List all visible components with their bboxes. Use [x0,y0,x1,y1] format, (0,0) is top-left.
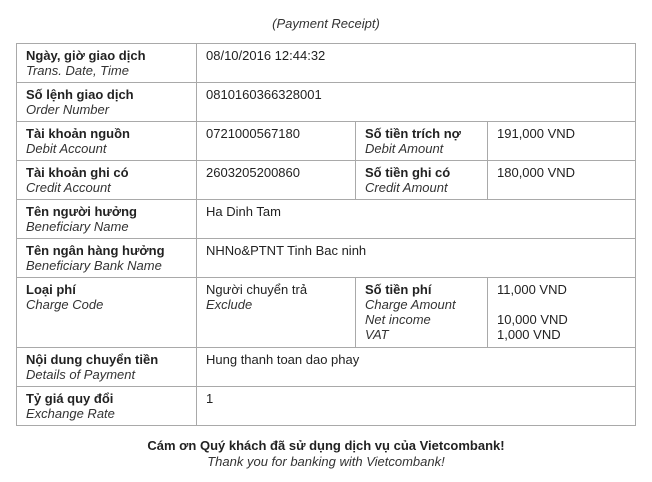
credit-account-value: 2603205200860 [206,165,300,180]
beneficiary-bank-value: NHNo&PTNT Tinh Bac ninh [206,243,367,258]
trans-date-sublabel: Trans. Date, Time [26,63,129,78]
charge-amount-sublabel: Charge Amount [365,297,456,312]
credit-account-value-cell [197,161,356,200]
charge-amount-value: 11,000 VND [497,282,567,297]
net-income-label: Net income [365,312,431,327]
charge-amount-label: Số tiền phí [365,282,432,297]
thanks-message-en: Thank you for banking with Vietcombank! [207,454,445,469]
credit-amount-value: 180,000 VND [497,165,576,180]
trans-date-value-cell [197,44,636,83]
order-number-label: Số lệnh giao dịch [26,87,134,102]
beneficiary-name-value: Ha Dinh Tam [206,204,281,219]
debit-amount-value: 191,000 VND [497,126,576,141]
charge-code-value-sub: Exclude [206,297,253,312]
charge-amount-label-cell [356,278,488,348]
details-label: Nội dung chuyển tiền [26,352,159,367]
credit-amount-label-cell [356,161,488,200]
row-order-number [17,83,636,122]
order-number-value: 0810160366328001 [206,87,322,102]
row-details [17,348,636,387]
exchange-rate-label-cell [17,387,197,426]
thanks-message-vn: Cám ơn Quý khách đã sử dụng dịch vụ của Vietcombank! [147,438,505,453]
charge-spacer [497,297,626,312]
credit-amount-value-cell [488,161,636,200]
beneficiary-name-label-cell [17,200,197,239]
beneficiary-bank-value-cell [197,239,636,278]
trans-date-label: Ngày, giờ giao dịch [26,48,146,63]
trans-date-value: 08/10/2016 12:44:32 [206,48,326,63]
exchange-rate-label: Tỷ giá quy đổi [26,391,114,406]
exchange-rate-value-cell [197,387,636,426]
order-number-value-cell [197,83,636,122]
debit-amount-sublabel: Debit Amount [365,141,444,156]
debit-account-label-cell [17,122,197,161]
row-beneficiary-name [17,200,636,239]
debit-amount-label-cell [356,122,488,161]
debit-account-value-cell [197,122,356,161]
details-value: Hung thanh toan dao phay [206,352,360,367]
row-trans-date [17,44,636,83]
debit-account-label: Tài khoản nguồn [26,126,130,141]
beneficiary-name-value-cell [197,200,636,239]
credit-account-label-cell [17,161,197,200]
order-number-sublabel: Order Number [26,102,110,117]
row-charge [17,278,636,348]
vat-value: 1,000 VND [497,327,561,342]
receipt-footer [0,438,652,470]
row-debit [17,122,636,161]
order-number-label-cell [17,83,197,122]
credit-amount-sublabel: Credit Amount [365,180,448,195]
exchange-rate-sublabel: Exchange Rate [26,406,115,421]
details-label-cell [17,348,197,387]
row-credit [17,161,636,200]
details-sublabel: Details of Payment [26,367,136,382]
beneficiary-bank-label: Tên ngân hàng hưởng [26,243,165,258]
charge-code-label-cell [17,278,197,348]
debit-account-sublabel: Debit Account [26,141,107,156]
receipt-caption: (Payment Receipt) [272,16,380,31]
beneficiary-bank-label-cell [17,239,197,278]
row-beneficiary-bank [17,239,636,278]
beneficiary-bank-sublabel: Beneficiary Bank Name [26,258,162,273]
beneficiary-name-sublabel: Beneficiary Name [26,219,129,234]
receipt-table [16,43,636,426]
net-income-value: 10,000 VND [497,312,568,327]
exchange-rate-value: 1 [206,391,214,406]
debit-amount-value-cell [488,122,636,161]
charge-code-value: Người chuyển trả [206,282,308,297]
charge-code-label: Loại phí [26,282,76,297]
charge-amount-value-cell [488,278,636,348]
credit-amount-label: Số tiền ghi có [365,165,451,180]
details-value-cell [197,348,636,387]
debit-amount-label: Số tiền trích nợ [365,126,461,141]
credit-account-label: Tài khoản ghi có [26,165,129,180]
vat-label: VAT [365,327,389,342]
beneficiary-name-label: Tên người hưởng [26,204,137,219]
credit-account-sublabel: Credit Account [26,180,111,195]
trans-date-label-cell [17,44,197,83]
charge-code-sublabel: Charge Code [26,297,104,312]
charge-code-value-cell [197,278,356,348]
debit-account-value: 0721000567180 [206,126,300,141]
row-exchange-rate [17,387,636,426]
